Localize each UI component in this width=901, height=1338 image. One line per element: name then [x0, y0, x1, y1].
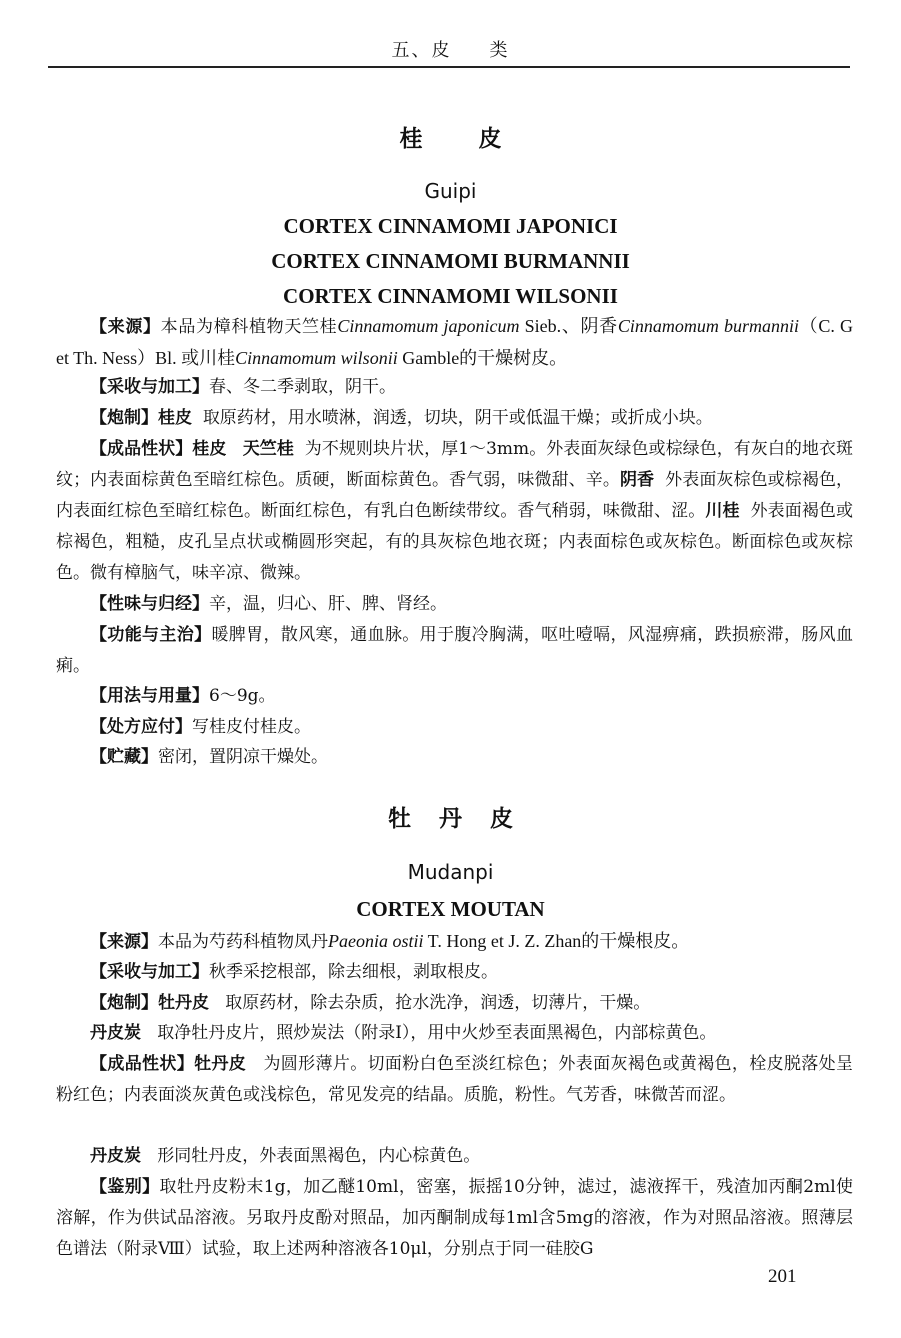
section-label: 【采收与加工】 [90, 962, 209, 982]
section-prescription [56, 712, 853, 743]
title-char: 牡 [388, 806, 411, 832]
section-processing [56, 988, 853, 1019]
section-product [56, 1049, 853, 1111]
running-head-category: 类 [489, 40, 510, 61]
section-label: 【来源】 [90, 932, 158, 952]
latin-name: CORTEX MOUTAN [356, 897, 545, 921]
section-text: 取净牡丹皮片，照炒炭法（附录Ⅰ），用中火炒至表面黑褐色，内部棕黄色。 [157, 1023, 717, 1043]
section-label: 【用法与用量】 [90, 686, 209, 706]
pinyin-name: Mudanpi [407, 860, 494, 884]
species-name: Cinnamomum burmannii [617, 316, 800, 336]
section-label: 【鉴别】 [90, 1177, 160, 1197]
latin-name: CORTEX CINNAMOMI JAPONICI [283, 214, 618, 238]
title-char: 皮 [490, 806, 513, 832]
section-text: 为不规则块片状，厚1～3mm。外表面灰绿色或棕绿色，有灰白的地衣斑纹；内表面棕黄色至暗红棕色。质硬，断面棕黄色。香气弱，味微甜、辛。 [56, 439, 854, 490]
subheading: 桂皮 [192, 439, 227, 459]
section-text: 本品为樟科植物天竺桂 [160, 317, 338, 337]
section-text: 外表面褐色或棕褐色，粗糙，皮孔呈点状或椭圆形突起，有的具灰棕色地衣斑；内表面棕色或灰棕色。断面棕色或灰棕色。微有樟脑气，味辛凉、微辣。 [56, 501, 854, 583]
section-text: （C. G et Th. Ness）Bl. 或川桂 [56, 316, 854, 368]
section-text: 辛，温，归心、肝、脾、肾经。 [209, 594, 447, 614]
section-text: 春、冬二季剥取，阴干。 [209, 377, 396, 397]
section-source [56, 926, 853, 958]
section-text: T. Hong et J. Z. Zhan的干燥根皮。 [423, 931, 690, 951]
subheading: 桂皮 [158, 408, 192, 428]
header-rule [48, 66, 850, 68]
section-harvest [56, 957, 853, 988]
section-text: 取牡丹皮粉末1g，加乙醚10ml，密塞，振摇10分钟，滤过，滤液挥干，残渣加丙酮2ml使溶解，作为供试品溶液。另取丹皮酚对照品，加丙酮制成每1ml含5mg的溶液，作为对照品溶液。照薄层色谱法（附录Ⅷ）试验，取上述两种溶液各10μl，分别点于同一硅胶G [56, 1177, 854, 1259]
section-label: 【炮制】 [90, 993, 158, 1013]
section-text: 6～9g。 [209, 686, 276, 706]
subheading: 牡丹皮 [158, 993, 209, 1013]
section-label: 【处方应付】 [90, 717, 192, 737]
section-text: 取原药材，用水喷淋，润透，切块，阴干或低温干燥；或折成小块。 [202, 408, 713, 428]
subheading: 天竺桂 [242, 439, 294, 459]
subheading: 川桂 [705, 501, 740, 521]
running-head [0, 36, 901, 62]
section-text: 为圆形薄片。切面粉白色至淡红棕色；外表面灰褐色或黄褐色，栓皮脱落处呈粉红色；内表面淡灰黄色或浅棕色，常见发亮的结晶。质脆，粉性。气芳香，味微苦而涩。 [56, 1054, 854, 1105]
section-label: 【来源】 [90, 317, 161, 337]
species-name: Paeonia ostii [328, 931, 424, 951]
running-head-section: 五、皮 [391, 40, 452, 61]
section-dosage [56, 681, 853, 712]
title-char: 丹 [439, 806, 462, 832]
section-nature [56, 589, 853, 620]
pinyin-name: Guipi [424, 179, 477, 203]
subheading: 牡丹皮 [194, 1054, 247, 1074]
species-name: Cinnamomum wilsonii [235, 348, 398, 368]
subheading: 丹皮炭 [90, 1146, 141, 1166]
section-text: 形同牡丹皮，外表面黑褐色，内心棕黄色。 [157, 1146, 481, 1166]
section-text: 外表面灰棕色或棕褐色，内表面红棕色至暗红棕色。断面红棕色，有乳白色断续带纹。香气稍弱，味微甜、涩。 [56, 470, 854, 521]
section-product-charred [56, 1141, 853, 1172]
section-identification [56, 1172, 853, 1265]
section-source [56, 311, 853, 375]
section-processing [56, 403, 853, 434]
section-label: 【炮制】 [90, 408, 158, 428]
monograph-title-mudanpi [0, 800, 901, 833]
section-product [56, 434, 853, 589]
section-text: 本品为芍药科植物凤丹 [158, 932, 328, 952]
species-name: Cinnamomum japonicum [337, 316, 520, 336]
section-charred [56, 1018, 853, 1049]
section-harvest [56, 372, 853, 403]
section-text: 取原药材，除去杂质，抢水洗净，润透，切薄片，干燥。 [225, 993, 651, 1013]
title-char: 皮 [478, 126, 502, 152]
latin-name: CORTEX CINNAMOMI WILSONII [283, 284, 618, 308]
monograph-title-guipi [0, 120, 901, 153]
section-text: 暖脾胃，散风寒，通血脉。用于腹冷胸满，呕吐噎嗝，风湿痹痛，跌损瘀滞，肠风血痢。 [56, 625, 854, 676]
section-label: 【成品性状】 [90, 1054, 195, 1074]
section-function [56, 620, 853, 682]
subheading: 丹皮炭 [90, 1023, 141, 1043]
page-number: 201 [768, 1266, 797, 1287]
section-text: Sieb.、阴香 [519, 316, 618, 336]
section-storage [56, 742, 853, 773]
section-text: 秋季采挖根部，除去细根，剥取根皮。 [209, 962, 498, 982]
section-label: 【成品性状】 [90, 439, 193, 459]
section-label: 【性味与归经】 [90, 594, 209, 614]
section-label: 【贮藏】 [90, 747, 158, 767]
section-text: Gamble的干燥树皮。 [397, 348, 568, 368]
section-label: 【采收与加工】 [90, 377, 209, 397]
latin-name: CORTEX CINNAMOMI BURMANNII [271, 249, 630, 273]
title-char: 桂 [399, 126, 423, 152]
section-text: 写桂皮付桂皮。 [192, 717, 311, 737]
subheading: 阴香 [619, 470, 655, 490]
section-label: 【功能与主治】 [90, 625, 212, 645]
section-text: 密闭，置阴凉干燥处。 [158, 747, 328, 767]
